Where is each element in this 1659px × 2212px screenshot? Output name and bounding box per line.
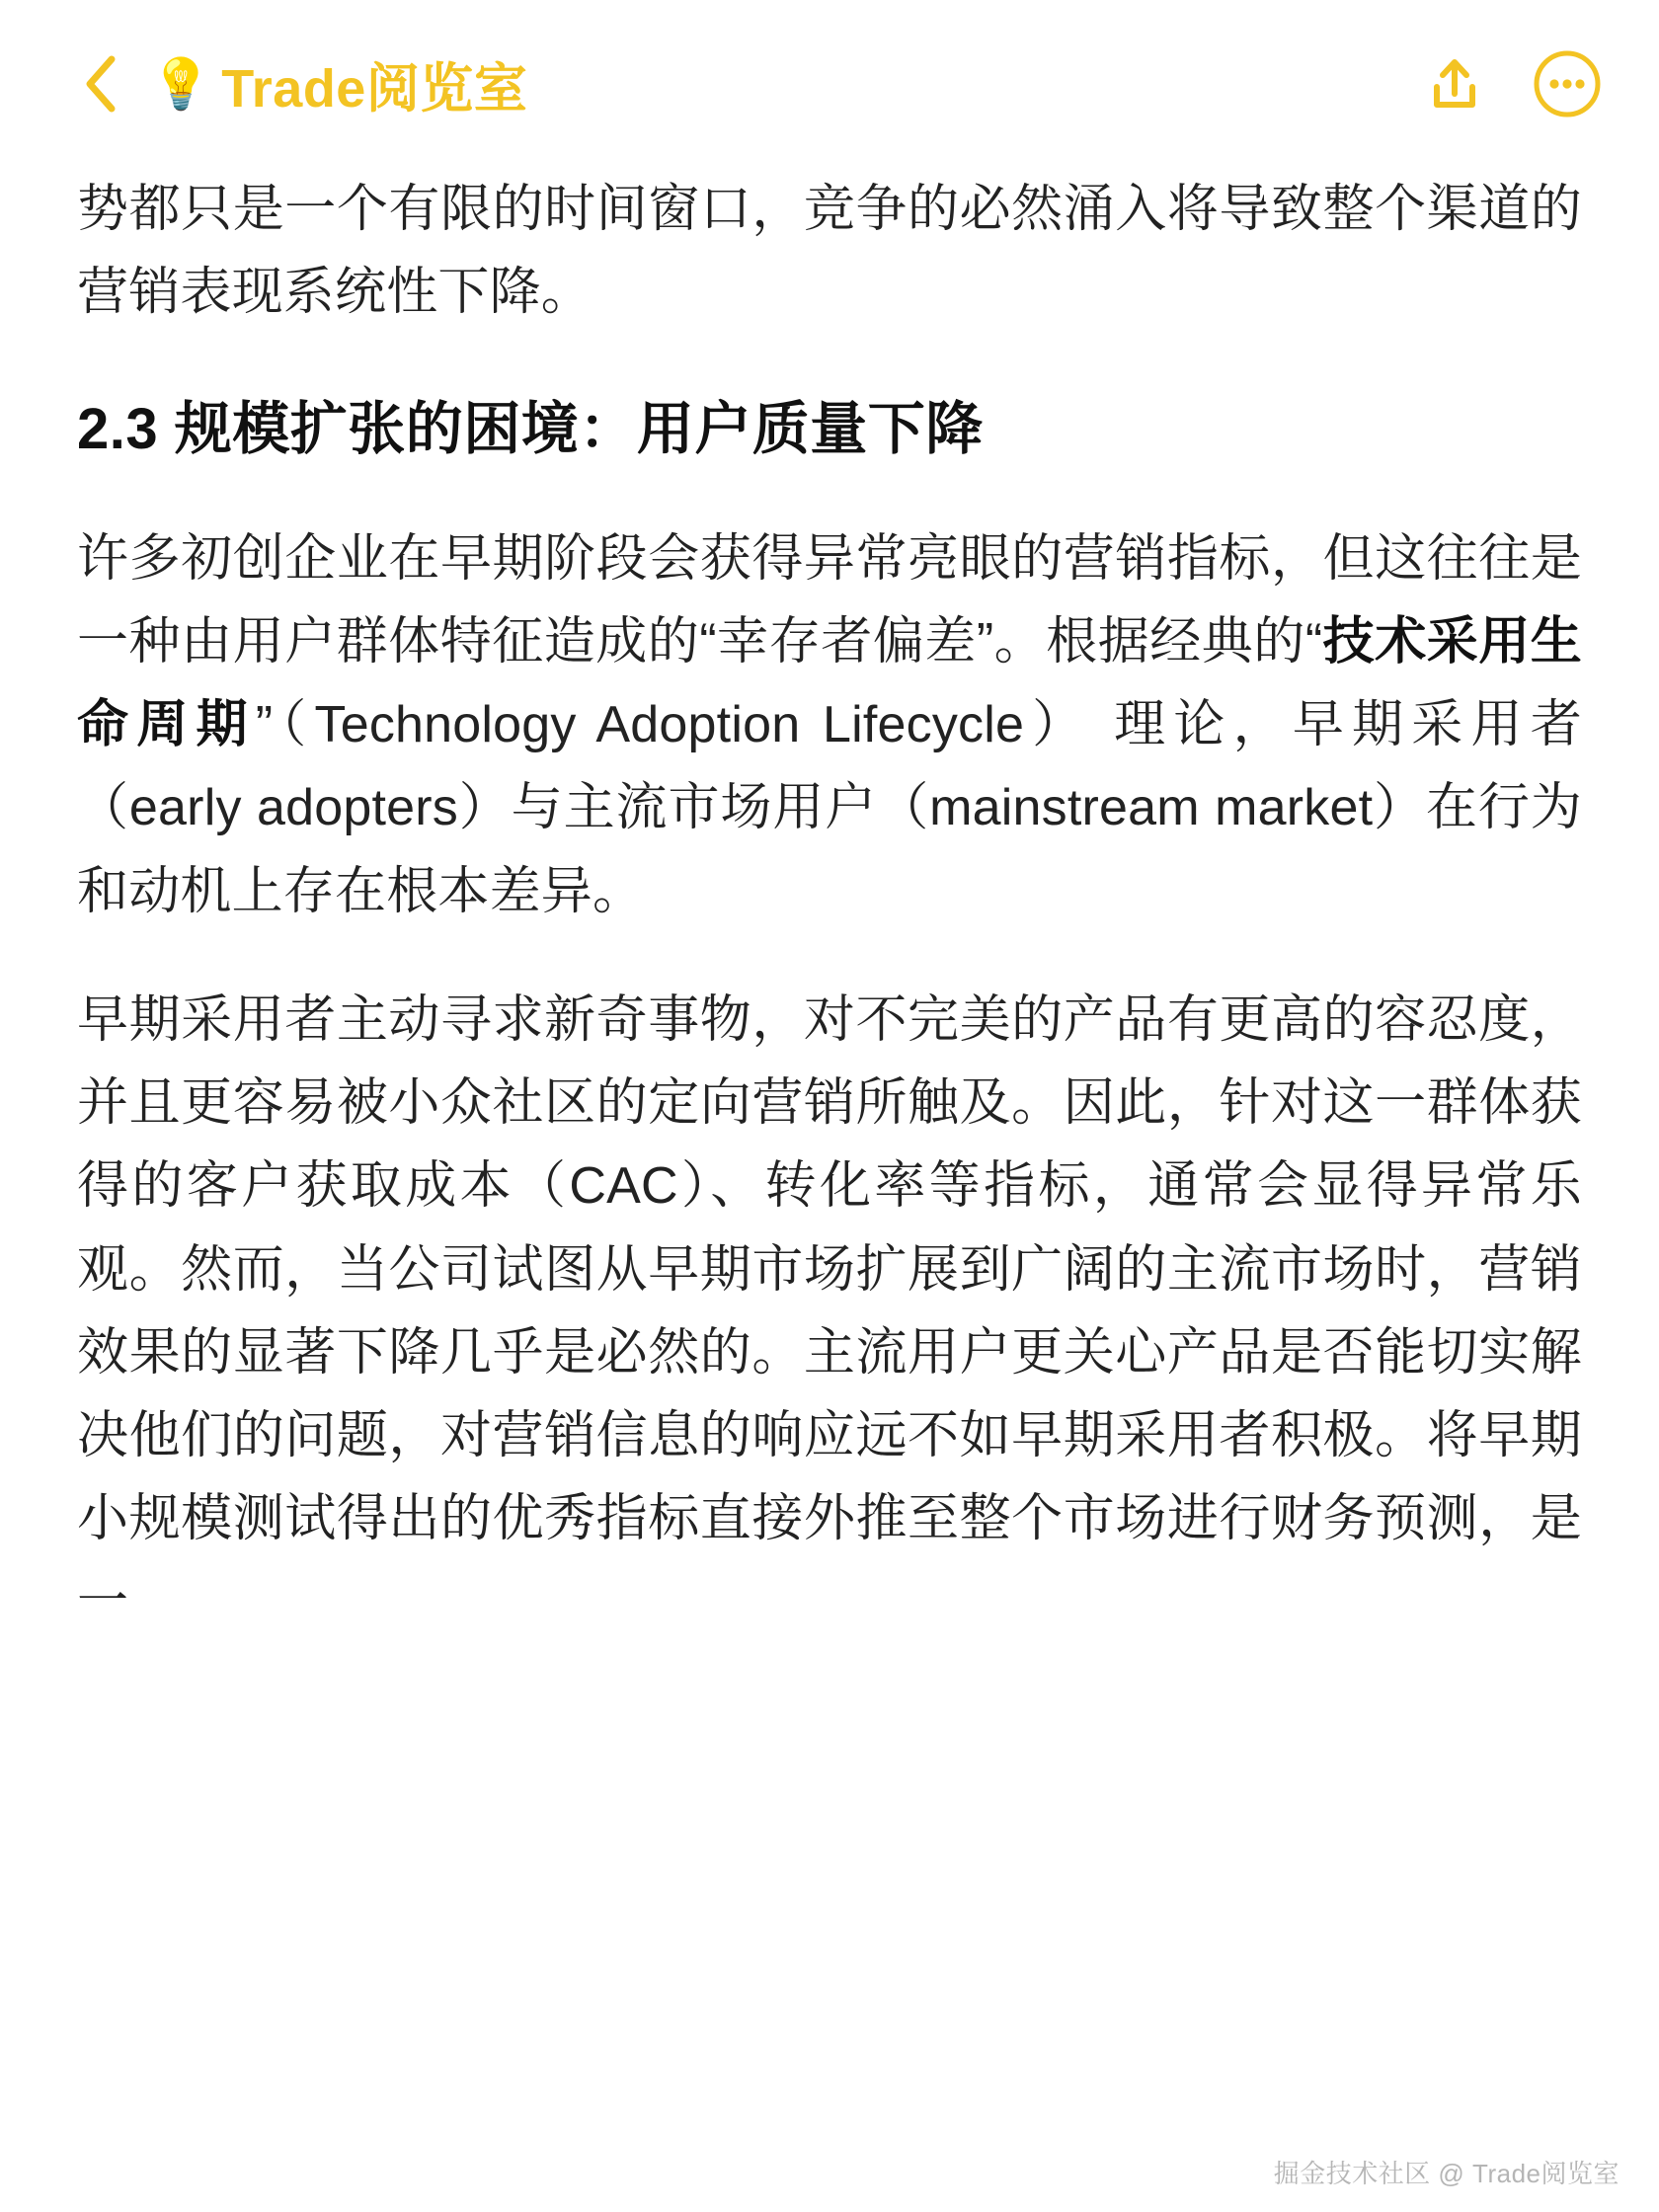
share-button[interactable] [1420, 49, 1489, 118]
section-heading-2-3: 2.3 规模扩张的困境：用户质量下降 [77, 397, 984, 462]
article-body [0, 168, 1659, 1644]
page-title-label: Trade阅览室 [221, 58, 528, 118]
more-ellipsis-icon [1533, 49, 1602, 118]
paragraph-part-b: ”（Technology Adoption Lifecycle） 理论，早期采用者（early adopters）与主流市场用户（mainstream market）在行为和动机上存在根本差异。 [77, 696, 1582, 920]
paragraph-continuation: 势都只是一个有限的时间窗口，竞争的必然涌入将导致整个渠道的营销表现系统性下降。 [77, 181, 1582, 322]
watermark: 掘金技术社区 @ Trade阅览室 [1273, 2159, 1620, 2188]
header-actions [1420, 49, 1602, 118]
app-header [0, 0, 1659, 168]
paragraph-part-a: 许多初创企业在早期阶段会获得异常亮眼的营销指标，但这往往是一种由用户群体特征造成的“幸存者偏差”。根据经典的“ [77, 529, 1582, 671]
chevron-left-icon [79, 53, 124, 115]
more-options-button[interactable] [1533, 49, 1602, 118]
lightbulb-icon: 💡 [150, 56, 212, 112]
page-title [150, 46, 1420, 122]
share-upload-icon [1424, 53, 1485, 115]
paragraph-emphasis-term: 技术采用生命周期 [77, 612, 1582, 754]
paragraph-adoption-lifecycle [77, 517, 1582, 933]
paragraph-early-adopters: 早期采用者主动寻求新奇事物，对不完美的产品有更高的容忍度，并且更容易被小众社区的定向营销所触及。因此，针对这一群体获得的客户获取成本（CAC）、转化率等指标，通常会显得异常乐观。然而，当公司试图从早期市场扩展到广阔的主流市场时，营销效果的显著下降几乎是必然的。主流用户更关心产品是否能切实解决他们的问题，对营销信息的响应远不如早期采用者积极。将早期小规模测试得出的优秀指标直接外推至整个市场进行财务预测，是一 [77, 990, 1582, 1631]
back-button[interactable] [71, 53, 132, 115]
